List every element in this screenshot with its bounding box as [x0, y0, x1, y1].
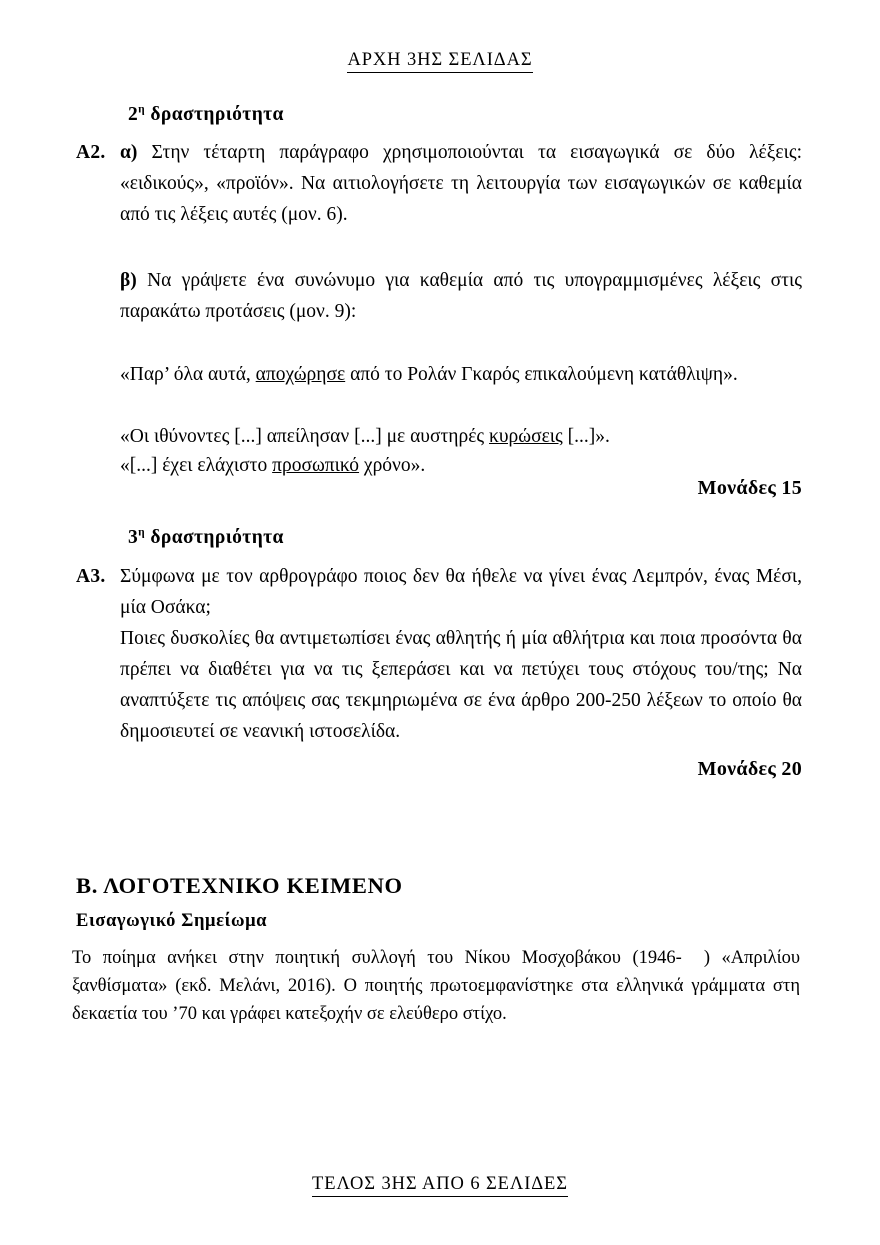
introductory-note-text [72, 944, 800, 1028]
part-b-text: Να γράψετε ένα συνώνυμο για καθεμία από τις υπογραμμισμένες λέξεις στις παρακάτω προτάσεις (μον. 9): [120, 270, 802, 322]
running-foot [0, 1174, 880, 1197]
running-head [0, 50, 880, 73]
activity-2-title [128, 104, 284, 126]
sentence-3-underlined-word: προσωπικό [272, 455, 360, 476]
question-a3-body [120, 561, 802, 747]
question-a2-part-a [120, 137, 802, 230]
running-foot-text: ΤΕΛΟΣ 3ΗΣ ΑΠΟ 6 ΣΕΛΙΔΕΣ [312, 1174, 568, 1197]
sentence-2-underlined-word: κυρώσεις [489, 426, 563, 447]
question-a2-part-b [120, 265, 802, 327]
note-part-1: Το ποίημα ανήκει στην ποιητική συλλογή του Νίκου Μοσχοβάκου (1946- [72, 948, 682, 968]
part-b-paragraph [120, 265, 802, 327]
part-b-marker: β) [120, 270, 137, 291]
activity-2-title-text [128, 104, 284, 125]
introductory-note [72, 944, 800, 1028]
question-a3-label: Α3. [76, 566, 106, 587]
sentence-2-text [120, 421, 820, 452]
section-b-subheading: Εισαγωγικό Σημείωμα [76, 911, 268, 931]
sentence-3-before: «[...] έχει ελάχιστο [120, 455, 273, 476]
sentence-2-after: [...]». [562, 426, 610, 447]
running-head-text: ΑΡΧΗ 3ΗΣ ΣΕΛΙΔΑΣ [347, 50, 532, 73]
question-a3-paragraph-2: Ποιες δυσκολίες θα αντιμετωπίσει ένας αθλητής ή μία αθλήτρια και ποια προσόντα θα πρέπει να διαθέτει για να τις ξεπεράσει και να πετύχει τους στόχους του/της; Να αναπτύξετε τις απόψεις σας τεκμηριωμένα σε ένα άρθρο 200-250 λέξεων το οποίο θα δημοσιευτεί σε νεανική ιστοσελίδα. [120, 628, 802, 742]
part-a-text: Στην τέταρτη παράγραφο χρησιμοποιούνται τα εισαγωγικά σε δύο λέξεις: «ειδικούς», «προϊόν». Να αιτιολογήσετε τη λειτουργία των εισαγωγικών σε καθεμία από τις λέξεις αυτές (μον. 6). [120, 142, 802, 225]
question-a2 [76, 137, 802, 230]
sentence-1 [120, 359, 802, 390]
activity-2-number: 2 [128, 104, 139, 125]
sentence-1-before: «Παρ’ όλα αυτά, [120, 364, 256, 385]
sentence-2 [120, 421, 820, 452]
question-a3 [76, 561, 802, 747]
question-a2-body [120, 137, 802, 230]
activity-3-word: δραστηριότητα [145, 527, 284, 548]
activity-3-title-text [128, 527, 284, 548]
activity-3-number: 3 [128, 527, 139, 548]
question-a2-label: Α2. [76, 142, 106, 163]
sentence-1-text [120, 359, 802, 390]
activity-3-title [128, 527, 284, 549]
sentence-1-underlined-word: αποχώρησε [255, 364, 346, 385]
activity-2-marks: Μονάδες 15 [697, 477, 802, 499]
question-a3-paragraph-1: Σύμφωνα με τον αρθρογράφο ποιος δεν θα ήθελε να γίνει ένας Λεμπρόν, ένας Μέσι, μία Οσάκα; [120, 566, 802, 618]
section-b-heading: Β. ΛΟΓΟΤΕΧΝΙΚΟ ΚΕΙΜΕΝΟ [76, 873, 403, 898]
sentence-3-after: χρόνο». [359, 455, 426, 476]
note-part-2: ) «Απριλίου ξανθίσματα» (εκδ. Μελάνι, 2016). Ο ποιητής πρωτοεμφανίστηκε στα ελληνικά γράμματα στη δεκαετία του ’70 και γράφει κατεξοχήν σε ελεύθερο στίχο. [72, 948, 801, 1024]
sentence-1-after: από το Ρολάν Γκαρός επικαλούμενη κατάθλιψη». [345, 364, 738, 385]
activity-2-superscript: η [138, 103, 146, 116]
sentence-2-before: «Οι ιθύνοντες [...] απείλησαν [...] με αυστηρές [120, 426, 490, 447]
part-a-marker: α) [120, 142, 138, 163]
activity-3-marks: Μονάδες 20 [697, 758, 802, 780]
activity-3-superscript: η [138, 526, 146, 539]
activity-2-word: δραστηριότητα [145, 104, 284, 125]
